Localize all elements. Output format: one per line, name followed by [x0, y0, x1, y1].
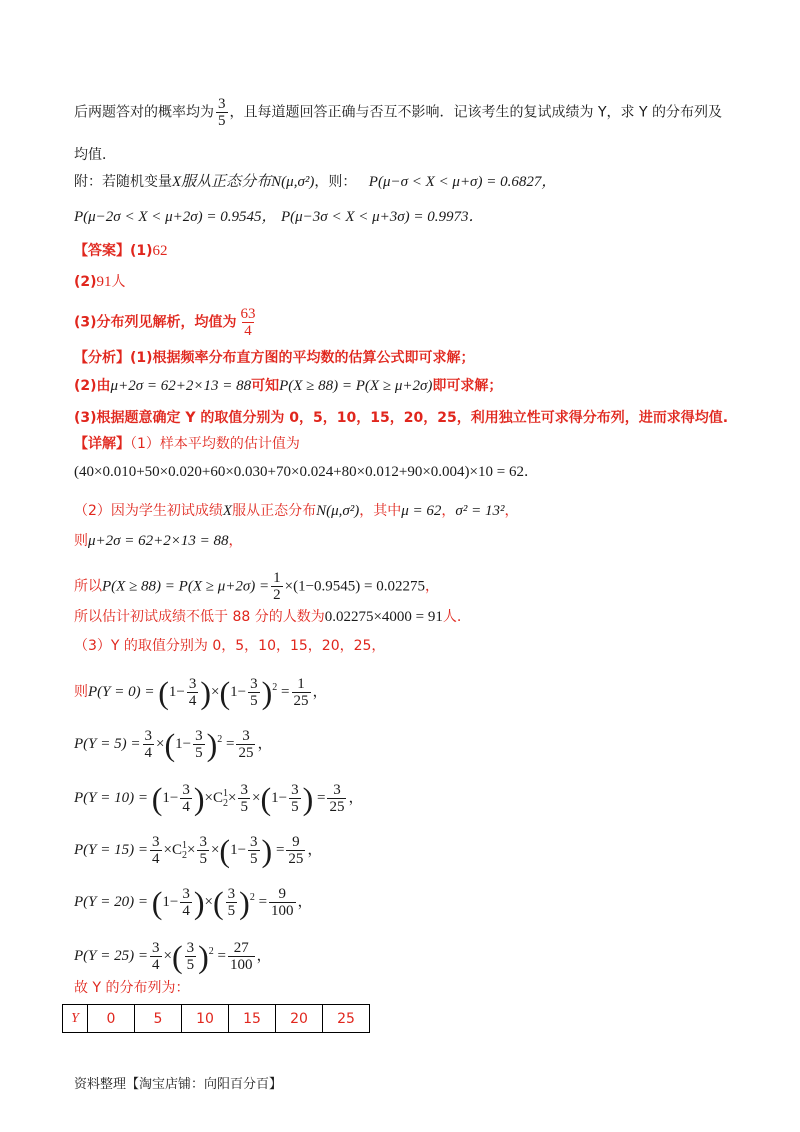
- detail-line-2: （2）因为学生初试成绩X服从正态分布N(μ,σ²)，其中μ = 62，σ² = 13²，: [74, 503, 519, 519]
- answer-line-2: (2)91人: [74, 274, 126, 290]
- problem-text: 后两题答对的概率均为: [74, 104, 214, 121]
- problem-text: ，且每道题回答正确与否互不影响．记该考生的复试成绩为 Y，求 Y 的分布列及: [229, 104, 722, 121]
- prob-y15: P(Y = 15) = $\frac{3}{4}$ $\times C^1_2\times$ $\frac{3}{5}$ ×(1− $\frac{3}{5}$ ) = $\frac{9}{25}$ ，: [74, 832, 323, 869]
- table-row: [63, 1005, 370, 1033]
- analysis-line-2: (2)由μ+2σ = 62+2×13 = 88可知P(X ≥ 88) = P(X ≥ μ+2σ)即可求解；: [74, 378, 503, 394]
- attachment-line: 附：若随机变量X服从正态分布N(μ,σ²)，则： P(μ−σ < X < μ+σ) = 0.6827，: [74, 174, 557, 190]
- prob-y20: P(Y = 20) = (1− $\frac{3}{4}$ )×( $\frac{3}{5}$ )$^2$ = $\frac{9}{100}$ ，: [74, 884, 313, 921]
- footer-text: 资料整理【淘宝店铺：向阳百分百】: [74, 1077, 283, 1092]
- formula-line: [74, 207, 484, 227]
- detail-line-4: 所以P(X ≥ 88) = P(X ≥ μ+2σ) = $\frac{1}{2}$ ×(1−0.9545) = 0.02275，: [74, 570, 440, 603]
- analysis-line-1: 【分析】(1)根据频率分布直方图的平均数的估算公式即可求解；: [74, 350, 475, 366]
- table-cell: 10: [182, 1005, 229, 1033]
- answer-line-1: 【答案】(1)62: [74, 243, 168, 259]
- analysis-line-3: (3)根据题意确定 Y 的取值分别为 0，5，10，15，20，25，利用独立性可求得分布列，进而求得均值.: [74, 410, 729, 426]
- table-cell: 0: [88, 1005, 135, 1033]
- detail-line-3: 则μ+2σ = 62+2×13 = 88，: [74, 533, 243, 549]
- detail-line-1: 【详解】（1）样本平均数的估计值为: [74, 436, 300, 452]
- fraction: $\frac{3}{5}$: [218, 96, 226, 129]
- detail-line-6: （3）Y 的取值分别为 0，5，10，15，20，25，: [74, 638, 386, 654]
- formula: P(μ−3σ < X < μ+3σ) = 0.9973．: [280, 209, 484, 225]
- problem-line-2: 均值．: [74, 147, 116, 163]
- prob-y5: P(Y = 5) = $\frac{3}{4}$ ×(1− $\frac{3}{5}$ )$^2$ = $\frac{3}{25}$ ，: [74, 726, 273, 763]
- prob-y10: P(Y = 10) = (1− $\frac{3}{4}$ )$\times C^1_2\times$ $\frac{3}{5}$ ×(1− $\frac{3}{5}$ ) = $\frac{3}{25}$ ，: [74, 780, 364, 817]
- table-header-cell: Y: [63, 1005, 88, 1033]
- detail-line-5: 所以估计初试成绩不低于 88 分的人数为0.02275×4000 = 91人.: [74, 609, 462, 625]
- table-cell: 25: [323, 1005, 370, 1033]
- table-cell: 20: [276, 1005, 323, 1033]
- formula: P(μ−2σ < X < μ+2σ) = 0.9545，: [74, 209, 277, 225]
- distribution-title: 故 Y 的分布列为：: [74, 980, 190, 996]
- table-cell: 15: [229, 1005, 276, 1033]
- table-cell: 5: [135, 1005, 182, 1033]
- distribution-table: [62, 1004, 370, 1033]
- formula: P(μ−σ < X < μ+σ) = 0.6827，: [368, 174, 557, 190]
- prob-y25: P(Y = 25) = $\frac{3}{4}$ ×( $\frac{3}{5}$ )$^2$ = $\frac{27}{100}$ ，: [74, 938, 272, 975]
- problem-line-1: [74, 96, 722, 129]
- prob-y0: 则P(Y = 0) = (1− $\frac{3}{4}$ )×(1− $\frac{3}{5}$ )$^2$ = $\frac{1}{25}$ ，: [74, 674, 328, 711]
- detail-sample-mean: (40×0.010+50×0.020+60×0.030+70×0.024+80×0.012+90×0.004)×10 = 62．: [74, 464, 538, 480]
- fraction: $\frac{1}{2}$: [273, 570, 281, 603]
- answer-line-3: (3)分布列见解析，均值为 $\frac{63}{4}$: [74, 306, 256, 339]
- fraction: $\frac{63}{4}$: [240, 306, 256, 339]
